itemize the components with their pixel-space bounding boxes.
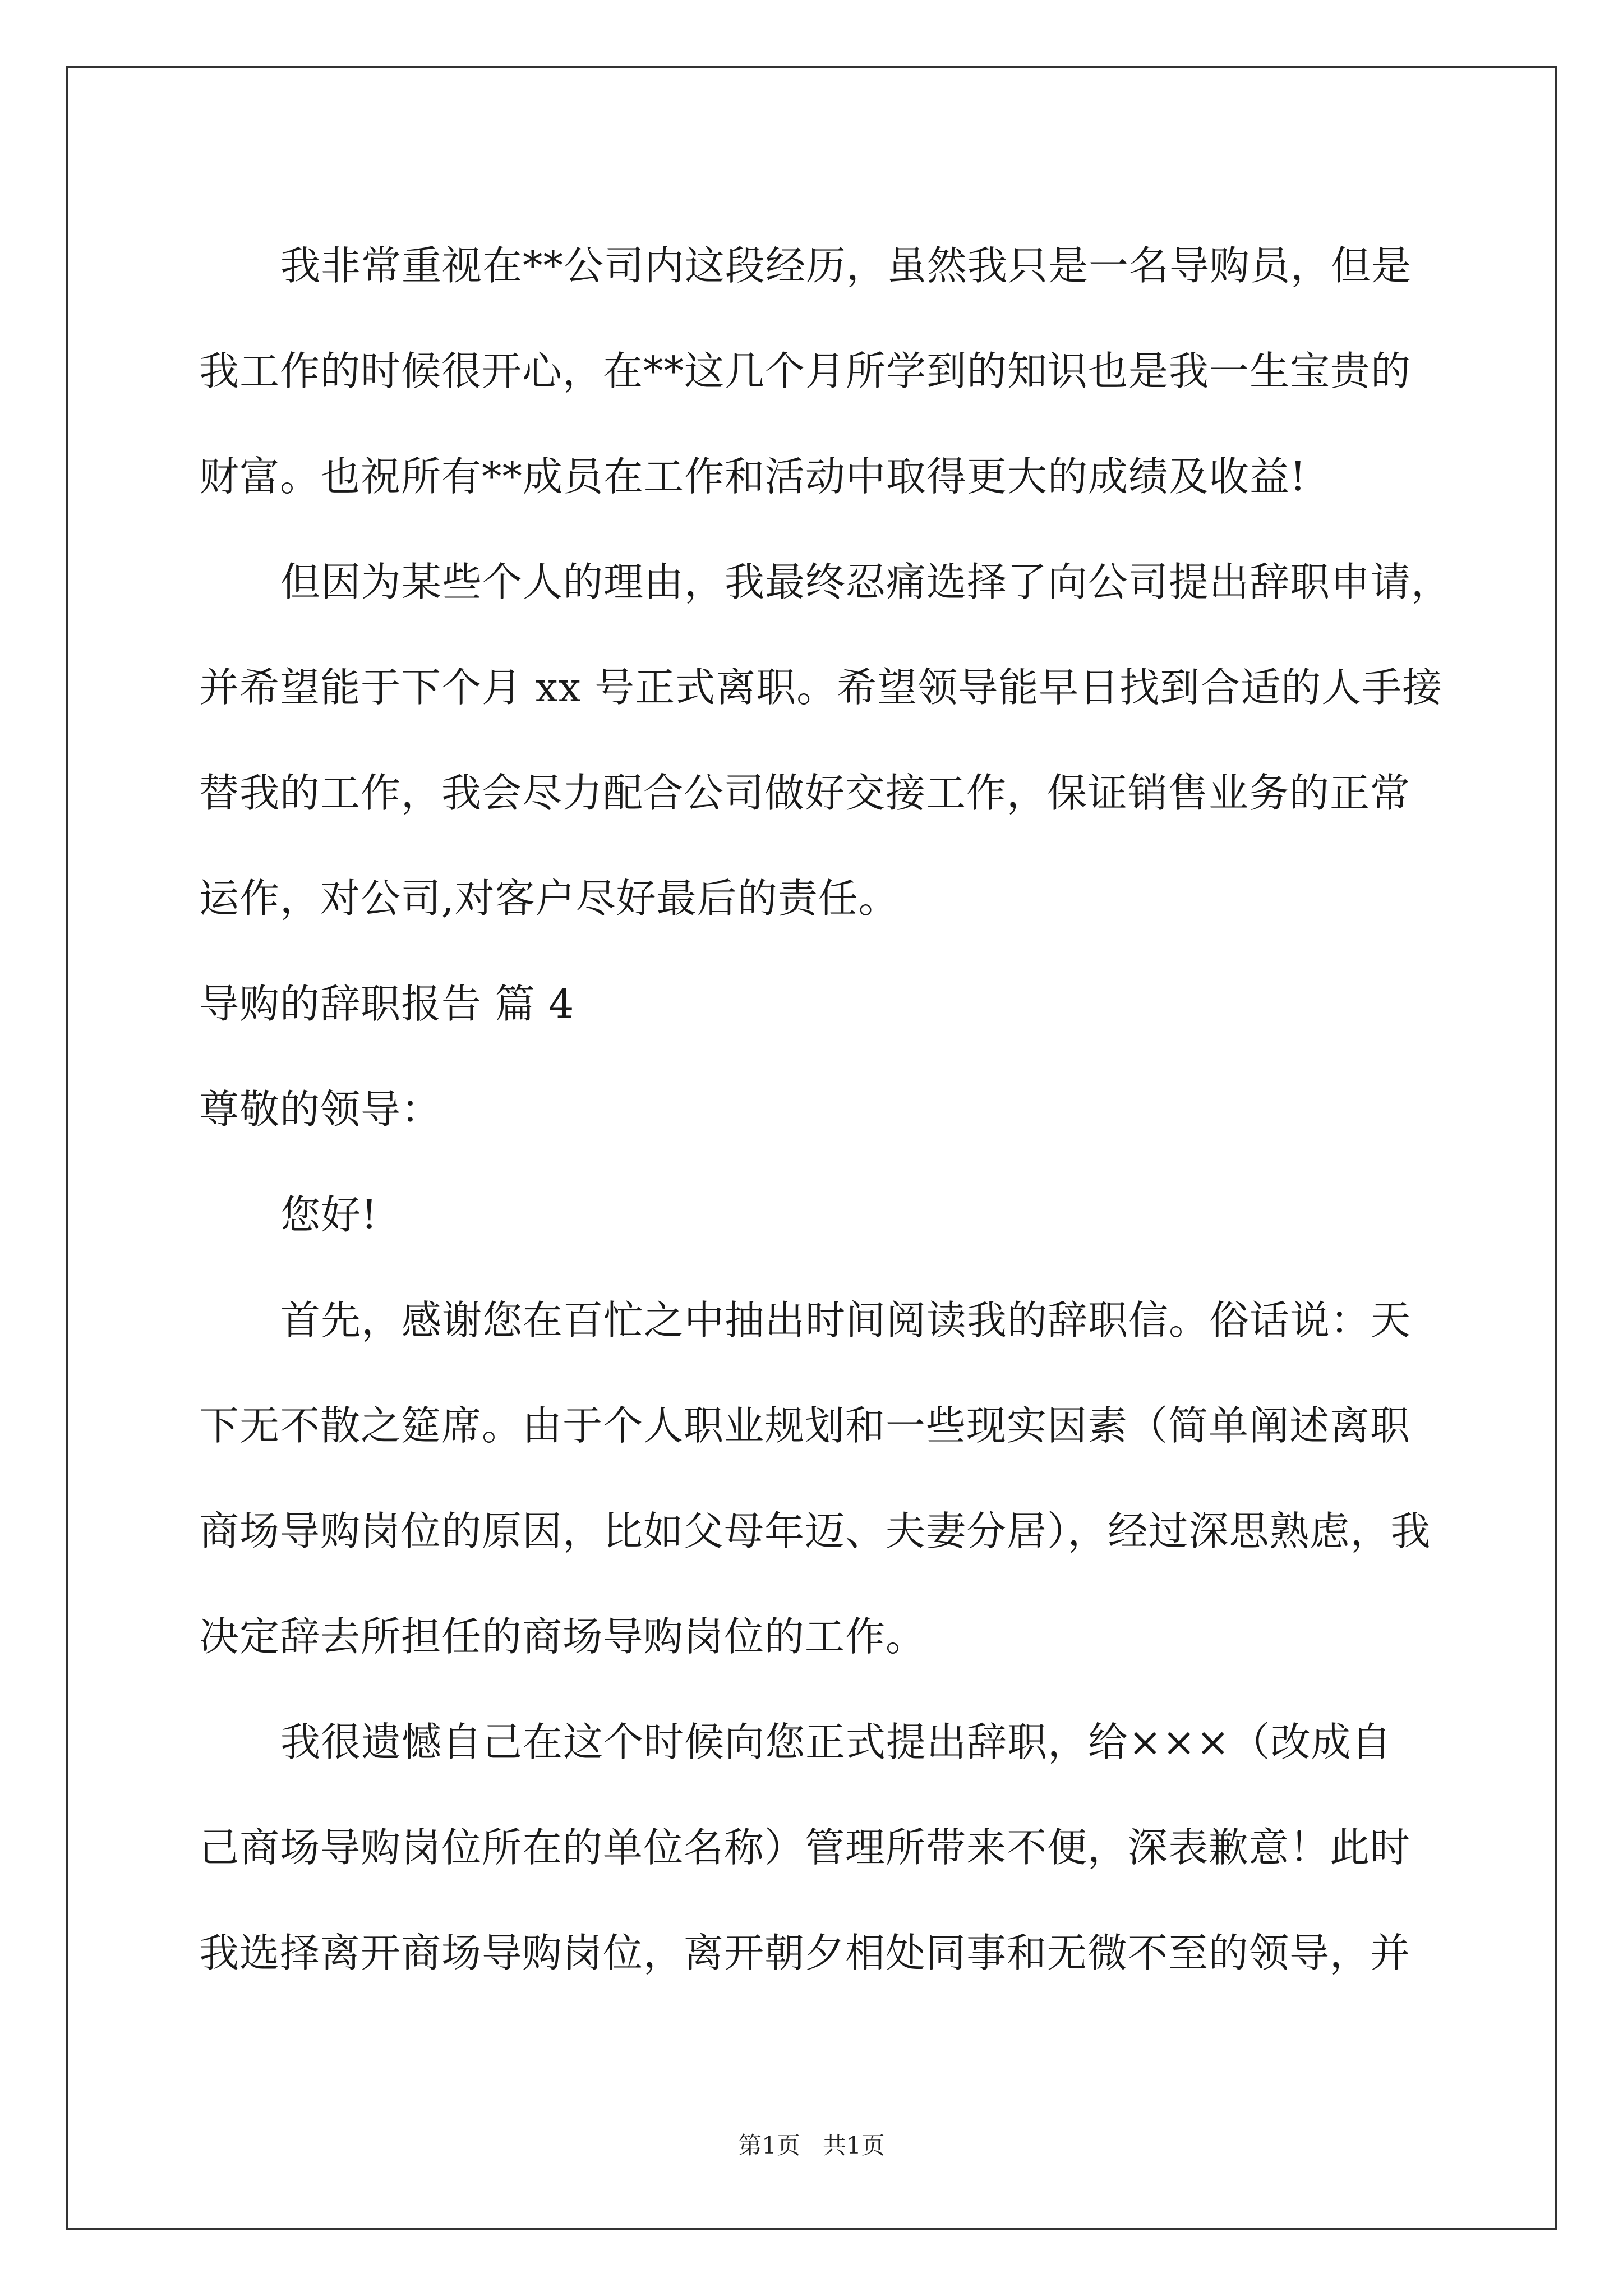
paragraph-line: 并希望能于下个月 xx 号正式离职。希望领导能早日找到合适的人手接 (199, 664, 1443, 711)
paragraph-line: 我非常重视在**公司内这段经历，虽然我只是一名导购员，但是 (280, 242, 1412, 289)
salutation: 尊敬的领导： (199, 1086, 442, 1133)
page-number-footer: 第1页 共1页 (738, 2132, 885, 2159)
paragraph-line: 商场导购岗位的原因，比如父母年迈、夫妻分居），经过深思熟虑，我 (199, 1508, 1431, 1554)
paragraph-line: 己商场导购岗位所在的单位名称）管理所带来不便，深表歉意！此时 (199, 1824, 1411, 1871)
paragraph-line: 下无不散之筵席。由于个人职业规划和一些现实因素（简单阐述离职 (199, 1402, 1411, 1449)
paragraph-line: 我选择离开商场导购岗位，离开朝夕相处同事和无微不至的领导，并 (199, 1930, 1411, 1976)
greeting: 您好! (280, 1191, 378, 1238)
paragraph-line: 首先，感谢您在百忙之中抽出时间阅读我的辞职信。俗话说：天 (280, 1297, 1412, 1343)
paragraph-line: 财富。也祝所有**成员在工作和活动中取得更大的成绩及收益! (199, 453, 1307, 500)
paragraph-line: 替我的工作，我会尽力配合公司做好交接工作，保证销售业务的正常 (199, 770, 1411, 816)
section-heading: 导购的辞职报告 篇 4 (199, 981, 575, 1027)
document-body (199, 213, 1452, 2006)
paragraph-line: 我工作的时候很开心，在**这几个月所学到的知识也是我一生宝贵的 (199, 348, 1412, 394)
paragraph-line: 我很遗憾自己在这个时候向您正式提出辞职，给×××（改成自 (280, 1719, 1392, 1765)
paragraph-line: 运作，对公司,对客户尽好最后的责任。 (199, 875, 899, 922)
paragraph-line: 但因为某些个人的理由，我最终忍痛选择了向公司提出辞职申请， (280, 559, 1452, 605)
paragraph-line: 决定辞去所担任的商场导购岗位的工作。 (199, 1613, 926, 1660)
